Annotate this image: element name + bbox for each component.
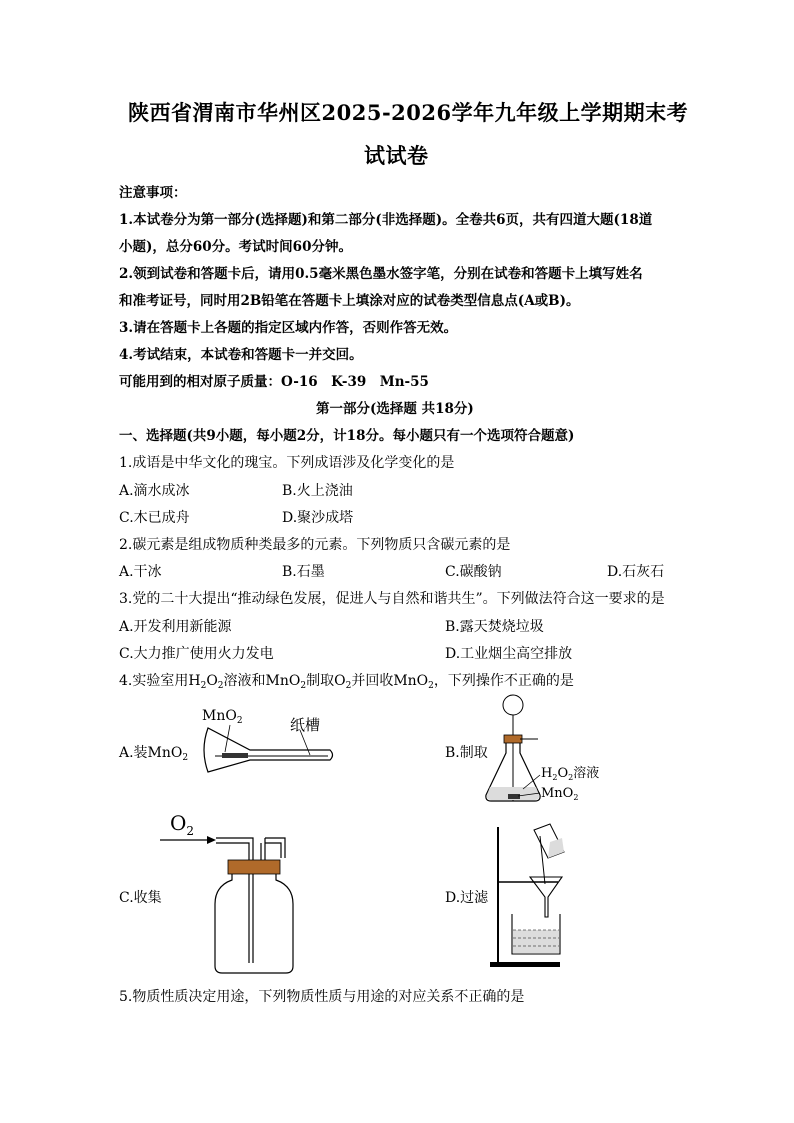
- q1-stem: 1.成语是中华文化的瑰宝。下列成语涉及化学变化的是: [119, 455, 455, 471]
- q4-stem: 4.实验室用$H_2O_2$溶液和MnO$_2$制取$O_2$并回收MnO$_2$，下列操作不正确的是: [119, 673, 574, 691]
- notice-item4: 4.考试结束，本试卷和答题卡一并交回。: [119, 347, 363, 363]
- part1-heading: 第一部分(选择题 共18分): [316, 401, 474, 417]
- q2-option-c: C.碳酸钠: [445, 564, 502, 580]
- atomic-mass-line: 可能用到的相对原子质量：O-16 K-39 Mn-55: [119, 374, 429, 390]
- fig-a-mno2-label: MnO$_2$: [202, 708, 243, 726]
- q1-option-a: A.滴水成冰: [119, 483, 190, 499]
- notice-heading: 注意事项：: [119, 185, 187, 201]
- q1-option-b: B.火上浇油: [282, 483, 353, 499]
- figure-b-flask-apparatus: [478, 693, 618, 808]
- q2-option-a: A.干冰: [119, 564, 162, 580]
- q2-stem: 2.碳元素是组成物质种类最多的元素。下列物质只含碳元素的是: [119, 537, 511, 553]
- figure-d-filtration-setup: [490, 822, 600, 972]
- notice-item1-line2: 小题)，总分60分。考试时间60分钟。: [119, 239, 352, 255]
- fig-b-h2o2-label: $H_2O_2$溶液: [541, 766, 600, 782]
- q1-option-c: C.木已成舟: [119, 510, 190, 526]
- q3-stem: 3.党的二十大提出“推动绿色发展，促进人与自然和谐共生”。下列做法符合这一要求的是: [119, 591, 665, 607]
- q4-option-c-label: C.收集: [119, 890, 162, 906]
- q5-stem: 5.物质性质决定用途，下列物质性质与用途的对应关系不正确的是: [119, 989, 525, 1005]
- page-title-line1: 陕西省渭南市华州区2025-2026学年九年级上学期期末考: [128, 100, 689, 125]
- notice-item1-line1: 1.本试卷分为第一部分(选择题)和第二部分(非选择题)。全卷共6页，共有四道大题(18道: [119, 212, 653, 228]
- section1-heading: 一、选择题(共9小题，每小题2分，计18分。每小题只有一个选项符合题意): [119, 428, 575, 444]
- q1-option-d: D.聚沙成塔: [282, 510, 354, 526]
- notice-item2-line1: 2.领到试卷和答题卡后，请用0.5毫米黑色墨水签字笔，分别在试卷和答题卡上填写姓名: [119, 266, 643, 282]
- notice-item2-line2: 和准考证号，同时用2B铅笔在答题卡上填涂对应的试卷类型信息点(A或B)。: [119, 293, 580, 309]
- q2-option-d: D.石灰石: [607, 564, 665, 580]
- page-title-line2: 试试卷: [364, 143, 429, 168]
- q4-option-b-label: B.制取: [445, 745, 488, 761]
- figure-a-test-tube-paper-trough: [190, 700, 340, 780]
- mno2-powder: [222, 753, 248, 758]
- notice-item3: 3.请在答题卡上各题的指定区域内作答，否则作答无效。: [119, 320, 458, 336]
- q3-option-b: B.露天焚烧垃圾: [445, 619, 544, 635]
- q3-option-d: D.工业烟尘高空排放: [445, 646, 573, 662]
- q4-option-a-label: A.装MnO$_2$: [119, 745, 189, 763]
- fig-b-mno2-label: MnO$_2$: [541, 786, 579, 802]
- figure-c-gas-collection-bottle: [160, 808, 300, 978]
- q4-option-d-label: D.过滤: [445, 890, 489, 906]
- q3-option-c: C.大力推广使用火力发电: [119, 646, 274, 662]
- q2-option-b: B.石墨: [282, 564, 325, 580]
- q3-option-a: A.开发利用新能源: [119, 619, 232, 635]
- fig-a-paper-trough-label: 纸槽: [290, 716, 321, 734]
- fig-c-o2-label: $O_2$: [170, 811, 195, 838]
